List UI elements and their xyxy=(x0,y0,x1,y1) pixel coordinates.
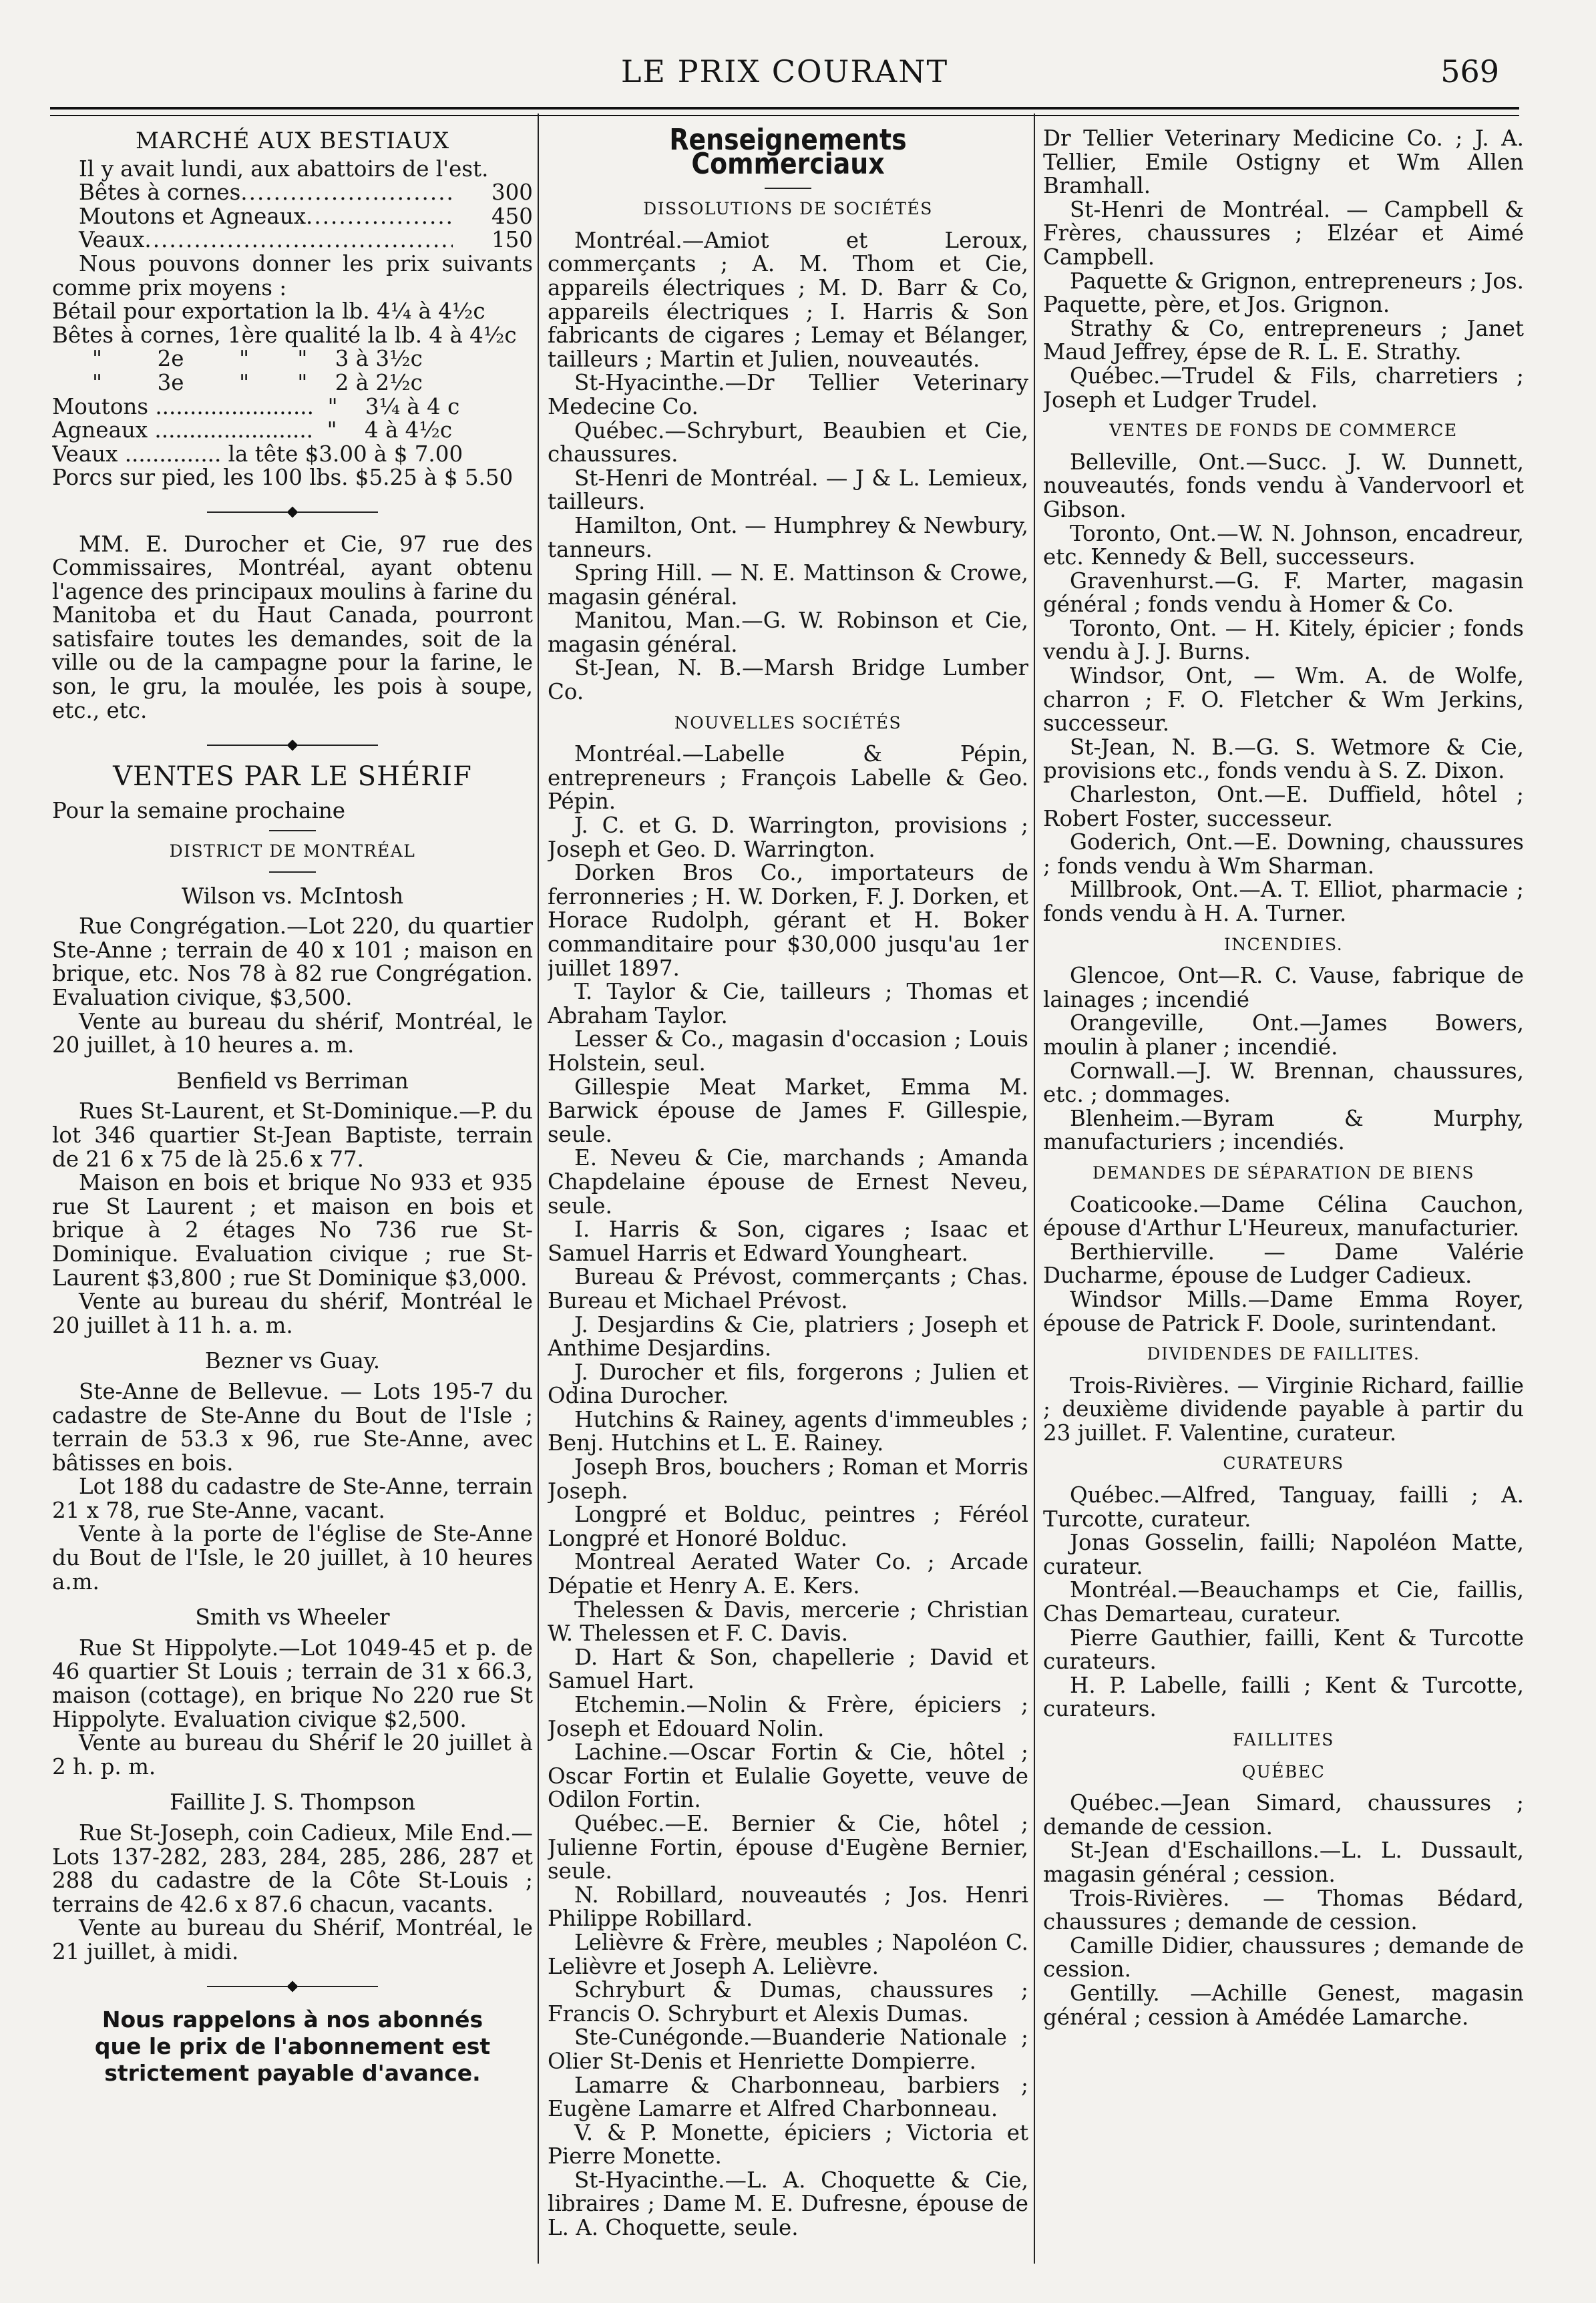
entry: Dr Tellier Veterinary Medicine Co. ; J. A. Tellier, Emile Ostigny et Wm Allen Bramhall. xyxy=(1043,127,1524,199)
entry: Manitou, Man.—G. W. Robinson et Cie, magasin général. xyxy=(548,608,1028,657)
entry: Lamarre & Charbonneau, barbiers ; Eugène Lamarre et Alfred Charbonneau. xyxy=(548,2072,1028,2122)
entry: Québec.—E. Bernier & Cie, hôtel ; Julienne Fortin, épouse d'Eugène Bernier, seule. xyxy=(548,1810,1028,1884)
entry: Montreal Aerated Water Co. ; Arcade Dépatie et Henry A. E. Kers. xyxy=(548,1549,1028,1599)
entry: Orangeville, Ont.—James Bowers, moulin à planer ; incendié. xyxy=(1043,1010,1524,1060)
entry: St-Jean, N. B.—G. S. Wetmore & Cie, provisions etc., fonds vendu à S. Z. Dixon. xyxy=(1043,734,1524,784)
arrival-row xyxy=(52,181,533,205)
case-paragraph: Vente à la porte de l'église de Ste-Anne du Bout de l'Isle, le 20 juillet, à 10 heures a.m. xyxy=(52,1521,533,1595)
entry: Joseph Bros, bouchers ; Roman et Morris Joseph. xyxy=(548,1454,1028,1504)
new-companies-title: NOUVELLES SOCIÉTÉS xyxy=(674,712,902,732)
entry: Québec.—Trudel & Fils, charretiers ; Joseph et Ludger Trudel. xyxy=(1043,363,1524,413)
entry: Belleville, Ont.—Succ. J. W. Dunnett, nouveautés, fonds vendu à Vandervoorl et Gibson. xyxy=(1043,449,1524,522)
separation-title: DEMANDES DE SÉPARATION DE BIENS xyxy=(1092,1163,1474,1183)
column-right xyxy=(1043,127,1524,2263)
dash-rule xyxy=(269,871,316,873)
entry: Lesser & Co., magasin d'occasion ; Louis Holstein, seul. xyxy=(548,1026,1028,1076)
price-line: Bétail pour exportation la lb. 4¼ à 4½c xyxy=(52,298,485,325)
arrival-row xyxy=(52,205,533,229)
entry: Bureau & Prévost, commerçants ; Chas. Bureau et Michael Prévost. xyxy=(548,1264,1028,1313)
entry: H. P. Labelle, failli ; Kent & Turcotte, curateurs. xyxy=(1043,1672,1524,1722)
entry: Coaticooke.—Dame Célina Cauchon, épouse d'Arthur L'Heureux, manufacturier. xyxy=(1043,1191,1524,1241)
case-paragraph: Ste-Anne de Bellevue. — Lots 195-7 du cadastre de Ste-Anne du Bout de l'Isle ; terrain de 53.3 x 96, rue Ste-Anne, avec bâtisses en bois. xyxy=(52,1378,533,1476)
entry: Hamilton, Ont. — Humphrey & Newbury, tanneurs. xyxy=(548,512,1028,562)
entry: Lachine.—Oscar Fortin & Cie, hôtel ; Oscar Fortin et Eulalie Goyette, veuve de Odilon Fortin. xyxy=(548,1739,1028,1813)
case-title: Wilson vs. McIntosh xyxy=(181,883,404,909)
price-line: Bêtes à cornes, 1ère qualité la lb. 4 à 4½c xyxy=(52,322,517,348)
entry: T. Taylor & Cie, tailleurs ; Thomas et Abraham Taylor. xyxy=(548,979,1028,1028)
case-title: Bezner vs Guay. xyxy=(204,1348,381,1374)
entry: Lelièvre & Frère, meubles ; Napoléon C. Lelièvre et Joseph A. Lelièvre. xyxy=(548,1929,1028,1979)
prices-intro: Nous pouvons donner les prix suivants comme prix moyens : xyxy=(52,250,533,300)
entry: Québec.—Alfred, Tanguay, failli ; A. Turcotte, curateur. xyxy=(1043,1482,1524,1532)
column-middle xyxy=(548,127,1028,2263)
entry: Trois-Rivières. — Virginie Richard, faillie ; deuxième dividende payable à partir du 23 juillet. F. Valentine, curateur. xyxy=(1043,1372,1524,1446)
entry: Dorken Bros Co., importateurs de ferronneries ; H. W. Dorken, F. J. Dorken, et Horace Rudolph, gérant et H. Boker commanditaire pour $30,000 jusqu'au 1er juillet 1897. xyxy=(548,860,1028,981)
incendies-title: INCENDIES. xyxy=(1223,934,1344,954)
entry: Etchemin.—Nolin & Frère, épiciers ; Joseph et Edouard Nolin. xyxy=(548,1692,1028,1741)
entry: Toronto, Ont. — H. Kitely, épicier ; fonds vendu à J. J. Burns. xyxy=(1043,615,1524,665)
entry: Cornwall.—J. W. Brennan, chaussures, etc. ; dommages. xyxy=(1043,1058,1524,1108)
entry: Glencoe, Ont—R. C. Vause, fabrique de lainages ; incendié xyxy=(1043,963,1524,1012)
case-title: Smith vs Wheeler xyxy=(195,1605,390,1631)
entry: Longpré et Bolduc, peintres ; Féréol Longpré et Honoré Bolduc. xyxy=(548,1502,1028,1551)
entry: Thelessen & Davis, mercerie ; Christian W. Thelessen et F. C. Davis. xyxy=(548,1597,1028,1647)
sheriff-title: VENTES PAR LE SHÉRIF xyxy=(113,761,472,792)
leader-dots xyxy=(240,181,453,205)
durocher-notice: MM. E. Durocher et Cie, 97 rue des Commissaires, Montréal, ayant obtenu l'agence des principaux moulins à farine du Manitoba et du Haut Canada, pourront satisfaire toutes les demandes, soit de la ville ou de la campagne pour la farine, le son, le gru, la moulée, les pois à soupe, etc., etc. xyxy=(52,531,533,723)
entry: Camille Didier, chaussures ; demande de cession. xyxy=(1043,1932,1524,1982)
entry: St-Hyacinthe.—L. A. Choquette & Cie, libraires ; Dame M. E. Dufresne, épouse de L. A. Choquette, seule. xyxy=(548,2167,1028,2241)
entry: Montréal.—Labelle & Pépin, entrepreneurs ; François Labelle & Geo. Pépin. xyxy=(548,741,1028,815)
entry: Québec.—Jean Simard, chaussures ; demande de cession. xyxy=(1043,1790,1524,1840)
entry: Montréal.—Beauchamps et Cie, faillis, Chas Demarteau, curateur. xyxy=(1043,1577,1524,1627)
price-line: Porcs sur pied, les 100 lbs. $5.25 à $ 5.50 xyxy=(52,465,514,491)
entry: J. Desjardins & Cie, platriers ; Joseph et Anthime Desjardins. xyxy=(548,1311,1028,1362)
arrival-value: 150 xyxy=(491,227,533,253)
case-paragraph: Rue Congrégation.—Lot 220, du quartier Ste-Anne ; terrain de 40 x 101 ; maison en brique, etc. Nos 78 à 82 rue Congrégation. Evaluation civique, $3,500. xyxy=(52,913,533,1010)
entry: E. Neveu & Cie, marchands ; Amanda Chapdelaine épouse de Ernest Neveu, seule. xyxy=(548,1145,1028,1219)
entry: Berthierville. — Dame Valérie Ducharme, épouse de Ludger Cadieux. xyxy=(1043,1239,1524,1289)
case-paragraph: Rues St-Laurent, et St-Dominique.—P. du lot 346 quartier St-Jean Baptiste, terrain de 21 6 x 75 de là 25.6 x 77. xyxy=(52,1098,533,1172)
leader-dots xyxy=(306,205,453,229)
market-intro: Il y avait lundi, aux abattoirs de l'est. xyxy=(79,156,489,182)
dissolutions-title: DISSOLUTIONS DE SOCIÉTÉS xyxy=(643,199,933,219)
entry: Trois-Rivières. — Thomas Bédard, chaussures ; demande de cession. xyxy=(1043,1885,1524,1935)
arrival-value: 300 xyxy=(491,180,533,206)
entry: Hutchins & Rainey, agents d'immeubles ; Benj. Hutchins et L. E. Rainey. xyxy=(548,1406,1028,1456)
faillites-title: FAILLITES xyxy=(1233,1730,1334,1749)
ornament-divider xyxy=(52,499,533,524)
district-title: DISTRICT DE MONTRÉAL xyxy=(169,841,416,861)
arrival-label: Moutons et Agneaux xyxy=(79,203,307,229)
fonds-title: VENTES DE FONDS DE COMMERCE xyxy=(1109,421,1458,441)
case-paragraph: Vente au bureau du Shérif, Montréal, le 21 juillet, à midi. xyxy=(52,1915,533,1964)
notice-line: strictement payable d'avance. xyxy=(104,2060,481,2087)
entry: St-Henri de Montréal. — Campbell & Frères, chaussures ; Elzéar et Aimé Campbell. xyxy=(1043,196,1524,270)
entry: J. C. et G. D. Warrington, provisions ; Joseph et Geo. D. Warrington. xyxy=(548,813,1028,862)
case-paragraph: Vente au bureau du shérif, Montréal, le 20 juillet, à 10 heures a. m. xyxy=(52,1008,533,1058)
case-title: Benfield vs Berriman xyxy=(176,1068,409,1094)
column-left xyxy=(52,127,533,2263)
entry: Toronto, Ont.—W. N. Johnson, encadreur, etc. Kennedy & Bell, successeurs. xyxy=(1043,520,1524,570)
curateurs-title: CURATEURS xyxy=(1223,1454,1344,1474)
entry: Ste-Cunégonde.—Buanderie Nationale ; Olier St-Denis et Henriette Dompierre. xyxy=(548,2025,1028,2074)
case-paragraph: Maison en bois et brique No 933 et 935 rue St Laurent ; et maison en bois et brique à 2 étages No 736 rue St-Dominique. Evaluation civique ; rue St-Laurent $3,800 ; rue St Dominique $3,000. xyxy=(52,1170,533,1291)
entry: Gillespie Meat Market, Emma M. Barwick épouse de James F. Gillespie, seule. xyxy=(548,1074,1028,1147)
ornament-divider xyxy=(52,1974,533,1998)
dash-rule xyxy=(765,188,811,189)
entry: Millbrook, Ont.—A. T. Elliot, pharmacie ; fonds vendu à H. A. Turner. xyxy=(1043,877,1524,926)
entry: Windsor, Ont, — Wm. A. de Wolfe, charron ; F. O. Fletcher & Wm Jerkins, successeur. xyxy=(1043,663,1524,737)
quebec-title: QUÉBEC xyxy=(1241,1761,1326,1782)
entry: Blenheim.—Byram & Murphy, manufacturiers ; incendiés. xyxy=(1043,1105,1524,1155)
header-rule-thin xyxy=(50,115,1519,116)
entry: Paquette & Grignon, entrepreneurs ; Jos. Paquette, père, et Jos. Grignon. xyxy=(1043,268,1524,318)
entry: Schryburt & Dumas, chaussures ; Francis O. Schryburt et Alexis Dumas. xyxy=(548,1977,1028,2027)
price-line: Moutons ....................... " 3¼ à 4 c xyxy=(52,393,460,419)
arrival-label: Veaux xyxy=(79,227,145,253)
dash-rule xyxy=(269,830,316,831)
market-title: MARCHÉ AUX BESTIAUX xyxy=(135,128,450,154)
entry: Strathy & Co, entrepreneurs ; Janet Maud Jeffrey, épse de R. L. E. Strathy. xyxy=(1043,315,1524,365)
dividendes-title: DIVIDENDES DE FAILLITES. xyxy=(1147,1344,1420,1364)
price-line: " 2e " " 3 à 3½c xyxy=(92,346,423,372)
case-paragraph: Rue St Hippolyte.—Lot 1049-45 et p. de 46 quartier St Louis ; terrain de 31 x 66.3, maison (cottage), en brique No 220 rue St Hippolyte. Evaluation civique $2,500. xyxy=(52,1635,533,1732)
price-line: " 3e " " 2 à 2½c xyxy=(92,369,423,395)
entry: Gravenhurst.—G. F. Marter, magasin général ; fonds vendu à Homer & Co. xyxy=(1043,568,1524,618)
leader-dots xyxy=(144,228,453,252)
case-title: Faillite J. S. Thompson xyxy=(170,1790,415,1816)
entry: St-Hyacinthe.—Dr Tellier Veterinary Medecine Co. xyxy=(548,370,1028,419)
case-paragraph: Lot 188 du cadastre de Ste-Anne, terrain 21 x 78, rue Ste-Anne, vacant. xyxy=(52,1474,533,1523)
journal-title: LE PRIX COURANT xyxy=(620,53,949,89)
case-paragraph: Vente au bureau du shérif, Montréal le 20 juillet à 11 h. a. m. xyxy=(52,1289,533,1338)
ornament-divider xyxy=(52,732,533,756)
section-title: Renseignements Commerciaux xyxy=(669,127,907,181)
case-paragraph: Rue St-Joseph, coin Cadieux, Mile End.—Lots 137-282, 283, 284, 285, 286, 287 et 288 du cadastre de la Côte St-Louis ; terrains de 42.6 x 87.6 chacun, vacants. xyxy=(52,1820,533,1917)
entry: Windsor Mills.—Dame Emma Royer, épouse de Patrick F. Doole, surintendant. xyxy=(1043,1286,1524,1336)
price-line: Veaux .............. la tête $3.00 à $ 7.00 xyxy=(52,441,463,467)
page-number: 569 xyxy=(1440,53,1499,89)
entry: Charleston, Ont.—E. Duffield, hôtel ; Robert Foster, successeur. xyxy=(1043,782,1524,831)
sheriff-week: Pour la semaine prochaine xyxy=(52,798,345,824)
entry: J. Durocher et fils, forgerons ; Julien et Odina Durocher. xyxy=(548,1359,1028,1409)
arrival-label: Bêtes à cornes xyxy=(79,180,241,206)
notice-line: Nous rappelons à nos abonnés xyxy=(102,2007,483,2033)
entry: Québec.—Schryburt, Beaubien et Cie, chaussures. xyxy=(548,417,1028,467)
column-divider xyxy=(538,114,539,2264)
entry: St-Jean d'Eschaillons.—L. L. Dussault, magasin général ; cession. xyxy=(1043,1838,1524,1887)
entry: N. Robillard, nouveautés ; Jos. Henri Philippe Robillard. xyxy=(548,1882,1028,1932)
subscription-notice xyxy=(52,2007,533,2087)
entry: V. & P. Monette, épiciers ; Victoria et Pierre Monette. xyxy=(548,2119,1028,2169)
entry: Pierre Gauthier, failli, Kent & Turcotte curateurs. xyxy=(1043,1625,1524,1675)
entry: Montréal.—Amiot et Leroux, commerçants ; A. M. Thom et Cie, appareils électriques ; M. D. Barr & Co, appareils électriques ; I. Harris & Son fabricants de cigares ; Lemay et Bélanger, tailleurs ; Martin et Julien, nouveautés. xyxy=(548,227,1028,372)
notice-line: que le prix de l'abonnement est xyxy=(94,2033,491,2060)
entry: Goderich, Ont.—E. Downing, chaussures ; fonds vendu à Wm Sharman. xyxy=(1043,829,1524,879)
page-header xyxy=(50,53,1519,107)
entry: D. Hart & Son, chapellerie ; David et Samuel Hart. xyxy=(548,1644,1028,1694)
arrival-value: 450 xyxy=(491,203,533,229)
entry: I. Harris & Son, cigares ; Isaac et Samuel Harris et Edward Youngheart. xyxy=(548,1217,1028,1266)
case-paragraph: Vente au bureau du Shérif le 20 juillet à 2 h. p. m. xyxy=(52,1730,533,1779)
arrival-row xyxy=(52,228,533,252)
entry: Spring Hill. — N. E. Mattinson & Crowe, magasin général. xyxy=(548,560,1028,610)
header-rule xyxy=(50,107,1519,110)
price-line: Agneaux ....................... " 4 à 4½c xyxy=(52,417,453,443)
entry: Gentilly. —Achille Genest, magasin général ; cession à Amédée Lamarche. xyxy=(1043,1980,1524,2030)
entry: St-Jean, N. B.—Marsh Bridge Lumber Co. xyxy=(548,655,1028,705)
entry: St-Henri de Montréal. — J & L. Lemieux, tailleurs. xyxy=(548,465,1028,515)
column-divider xyxy=(1034,114,1035,2264)
entry: Jonas Gosselin, failli; Napoléon Matte, curateur. xyxy=(1043,1530,1524,1579)
